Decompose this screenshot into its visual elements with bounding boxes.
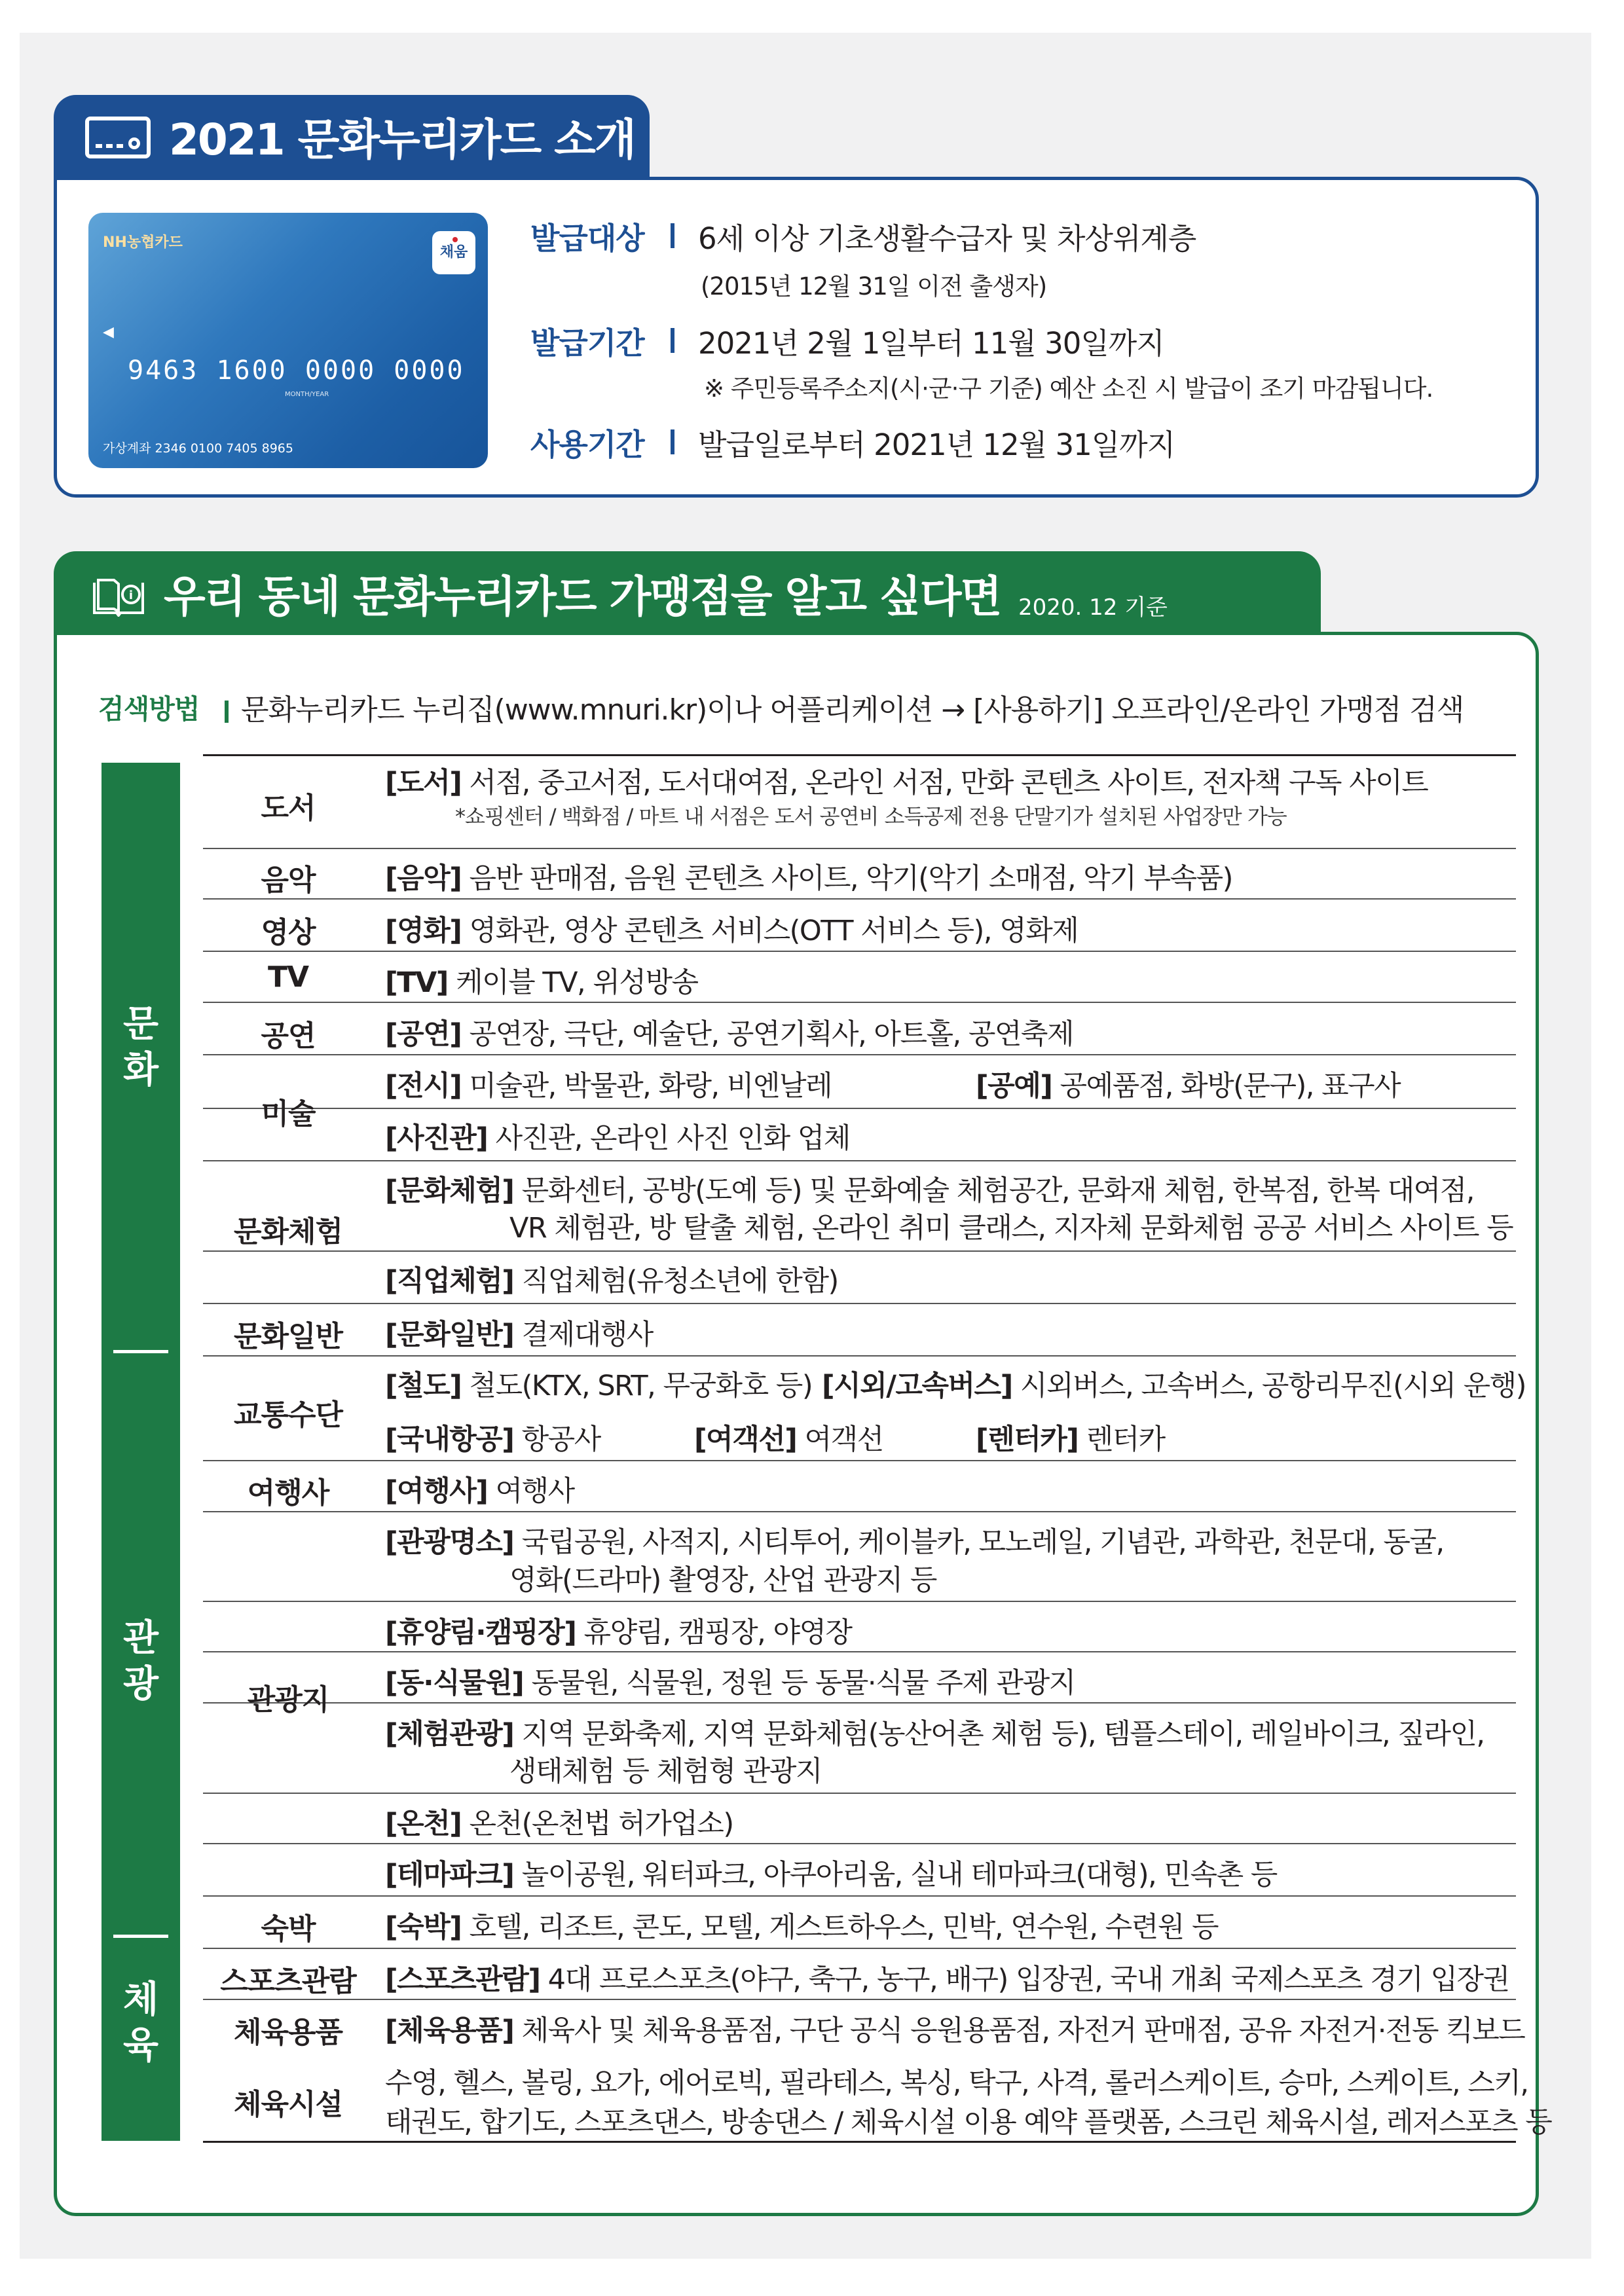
section2-title: 우리 동네 문화누리카드 가맹점을 알고 싶다면: [164, 572, 1001, 622]
row-culture-experience-cont: VR 체험관, 방 탈출 체험, 온라인 취미 클래스, 지자체 문화체험 공공 서비스 사이트 등: [509, 1212, 1513, 1245]
row-experience-tour-cont: 생태체험 등 체험형 관광지: [509, 1755, 822, 1788]
sub-music: 음악: [261, 864, 316, 897]
sub-tourist-sites: 관광지: [247, 1683, 329, 1717]
row-travel-agency: [여행사] 여행사: [385, 1475, 574, 1508]
sub-sports-facilities: 체육시설: [233, 2088, 342, 2121]
row-divider: [203, 1793, 1516, 1794]
card-expiry-label: MONTH/YEAR: [285, 391, 329, 398]
sub-culture-general: 문화일반: [233, 1320, 342, 1353]
row-bus: [시외/고속버스] 시외버스, 고속버스, 공항리무진(시외 운행): [822, 1370, 1526, 1402]
row-divider: [203, 1160, 1516, 1161]
section1-title: 2021 문화누리카드 소개: [169, 115, 635, 165]
row-divider: [203, 1250, 1516, 1252]
label-issue-target: 발급대상: [530, 221, 644, 256]
credit-card-icon: [85, 117, 151, 158]
label-usage-period: 사용기간: [530, 427, 644, 462]
row-divider: [203, 1948, 1516, 1949]
row-video: [영화] 영화관, 영상 콘텐츠 서비스(OTT 서비스 등), 영화제: [385, 915, 1079, 947]
issue-period-text: 2021년 2월 1일부터 11월 30일까지: [698, 326, 1164, 361]
sub-lodging: 숙박: [261, 1912, 316, 1946]
row-sports-facilities: 수영, 헬스, 볼링, 요가, 에어로빅, 필라테스, 복싱, 탁구, 사격, 롤러스케이트, 승마, 스케이트, 스키,: [385, 2067, 1528, 2100]
row-divider: [203, 1895, 1516, 1897]
row-divider: [203, 1511, 1516, 1512]
row-attractions: [관광명소] 국립공원, 사적지, 시티투어, 케이블카, 모노레일, 기념관, 과학관, 천문대, 동굴,: [385, 1526, 1444, 1559]
row-culture-experience: [문화체험] 문화센터, 공방(도예 등) 및 문화예술 체험공간, 문화재 체험, 한복점, 한복 대여점,: [385, 1175, 1474, 1207]
card-number: 9463 1600 0000 0000: [128, 355, 465, 386]
issue-period-note: ※ 주민등록주소지(시·군·구 기준) 예산 소진 시 발급이 조기 마감됩니다.: [704, 374, 1433, 403]
row-hot-spring: [온천] 온천(온천법 허가업소): [385, 1808, 733, 1840]
row-rental-car: [렌터카] 렌터카: [976, 1423, 1165, 1456]
row-books-note: *쇼핑센터 / 백화점 / 마트 내 서점은 도서 공연비 소득공제 전용 단말기가 설치된 사업장만 가능: [455, 804, 1287, 829]
sub-culture-experience: 문화체험: [233, 1215, 342, 1248]
row-sports-spectating: [스포츠관람] 4대 프로스포츠(야구, 축구, 농구, 배구) 입장권, 국내 개최 국제스포츠 경기 입장권: [385, 1963, 1509, 1996]
row-photo-studio: [사진관] 사진관, 온라인 사진 인화 업체: [385, 1122, 850, 1155]
row-attractions-cont: 영화(드라마) 촬영장, 산업 관광지 등: [509, 1564, 936, 1597]
category-divider: [113, 1350, 168, 1353]
search-method-text: 문화누리카드 누리집(www.mnuri.kr)이나 어플리케이션 → [사용하기] 오프라인/온라인 가맹점 검색: [241, 693, 1464, 727]
row-divider: [203, 1999, 1516, 2000]
row-divider: [203, 1355, 1516, 1357]
row-tv: [TV] 케이블 TV, 위성방송: [385, 966, 698, 999]
row-sports-goods: [체육용품] 체육사 및 체육용품점, 구단 공식 응원용품점, 자전거 판매점, 공유 자전거·전동 킥보드: [385, 2014, 1525, 2047]
label-issue-period: 발급기간: [530, 325, 644, 361]
row-books: [도서] 서점, 중고서점, 도서대여점, 온라인 서점, 만화 콘텐츠 사이트, 전자책 구독 사이트: [385, 767, 1428, 799]
category-sports: 체 육: [122, 1978, 159, 2067]
sub-transport: 교통수단: [233, 1398, 342, 1432]
card-arrow-icon: ◀: [103, 324, 114, 340]
row-job-experience: [직업체험] 직업체험(유청소년에 한함): [385, 1265, 838, 1298]
row-ferry: [여객선] 여객선: [694, 1423, 883, 1456]
issue-target-sub: (2015년 12월 31일 이전 출생자): [701, 272, 1047, 301]
row-divider: [203, 1702, 1516, 1704]
row-divider: [203, 1303, 1516, 1304]
category-divider: [113, 1935, 168, 1938]
book-icon: [92, 576, 145, 617]
sub-books: 도서: [261, 792, 316, 825]
category-culture: 문 화: [122, 1003, 159, 1091]
row-music: [음악] 음반 판매점, 음원 콘텐츠 사이트, 악기(악기 소매점, 악기 부속품): [385, 862, 1232, 895]
row-camping: [휴양림·캠핑장] 휴양림, 캠핑장, 야영장: [385, 1616, 852, 1649]
sub-tv: TV: [267, 960, 309, 994]
row-zoo-garden: [동·식물원] 동물원, 식물원, 정원 등 동물·식물 주제 관광지: [385, 1667, 1075, 1700]
svg-text:i: i: [128, 589, 134, 602]
sub-art: 미술: [261, 1097, 316, 1131]
row-divider: [203, 898, 1516, 900]
usage-period-text: 발급일로부터 2021년 12월 31일까지: [698, 428, 1175, 462]
row-divider: [203, 1460, 1516, 1461]
label-separator: [671, 328, 674, 353]
row-lodging: [숙박] 호텔, 리조트, 콘도, 모텔, 게스트하우스, 민박, 연수원, 수련원 등: [385, 1911, 1218, 1944]
row-divider: [203, 1651, 1516, 1652]
chaeum-badge: 채움: [432, 231, 475, 274]
label-separator: [225, 701, 229, 723]
table-bottom-rule: [203, 2141, 1516, 2143]
sub-performance: 공연: [261, 1019, 316, 1053]
sub-travel-agency: 여행사: [247, 1476, 329, 1510]
row-experience-tour: [체험관광] 지역 문화축제, 지역 문화체험(농산어촌 체험 등), 템플스테이, 레일바이크, 짚라인,: [385, 1718, 1485, 1751]
issue-target-text: 6세 이상 기초생활수급자 및 차상위계층: [698, 221, 1196, 256]
nh-card-image: [88, 213, 488, 468]
row-divider: [203, 1843, 1516, 1844]
sub-video: 영상: [261, 916, 316, 949]
label-separator: [671, 223, 674, 248]
search-method-label: 검색방법: [98, 693, 200, 725]
sub-sports-spectating: 스포츠관람: [220, 1965, 356, 1998]
row-theme-park: [테마파크] 놀이공원, 워터파크, 아쿠아리움, 실내 테마파크(대형), 민속촌 등: [385, 1859, 1277, 1891]
category-tourism: 관 광: [122, 1617, 159, 1705]
row-culture-general: [문화일반] 결제대행사: [385, 1319, 653, 1351]
row-divider: [203, 1108, 1516, 1109]
row-sports-facilities-cont: 태권도, 합기도, 스포츠댄스, 방송댄스 / 체육시설 이용 예약 플랫폼, 스크린 체육시설, 레저스포츠 등: [385, 2106, 1552, 2139]
row-divider: [203, 951, 1516, 952]
sub-sports-goods: 체육용품: [233, 2016, 342, 2049]
label-separator: [671, 429, 674, 454]
card-account: 가상계좌 2346 0100 7405 8965: [103, 441, 293, 456]
row-crafts: [공예] 공예품점, 화방(문구), 표구사: [976, 1070, 1401, 1102]
row-air: [국내항공] 항공사: [385, 1423, 600, 1456]
row-divider: [203, 1002, 1516, 1003]
row-divider: [203, 848, 1516, 849]
nh-card-brand: NH농협카드: [103, 234, 183, 251]
row-divider: [203, 1054, 1516, 1055]
row-divider: [203, 1601, 1516, 1602]
table-top-rule: [203, 754, 1516, 756]
section2-date: 2020. 12 기준: [1018, 594, 1168, 621]
row-rail: [철도] 철도(KTX, SRT, 무궁화호 등): [385, 1370, 813, 1402]
row-performance: [공연] 공연장, 극단, 예술단, 공연기획사, 아트홀, 공연축제: [385, 1018, 1074, 1051]
row-exhibition: [전시] 미술관, 박물관, 화랑, 비엔날레: [385, 1070, 832, 1102]
